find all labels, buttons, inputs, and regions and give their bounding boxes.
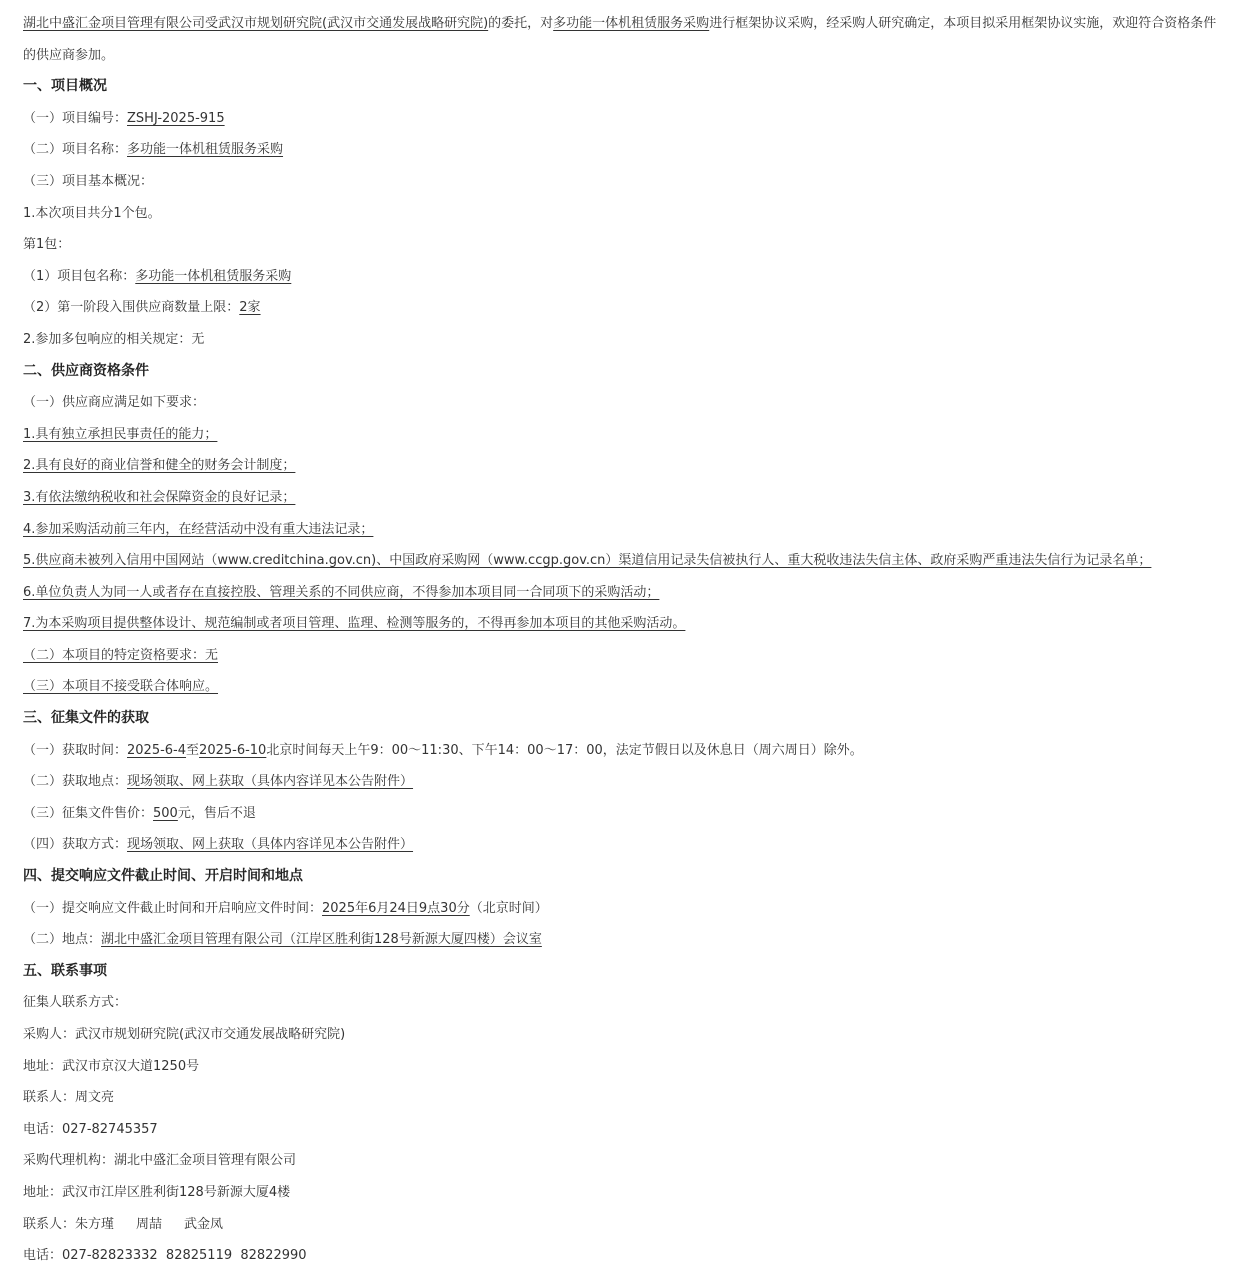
section-heading-documents: 三、征集文件的获取	[23, 710, 149, 727]
requirement-item: 3.有依法缴纳税收和社会保障资金的良好记录；	[23, 489, 296, 505]
multi-package-rule: 2.参加多包响应的相关规定：无	[23, 331, 205, 347]
buyer-contact: 联系人：周文亮	[23, 1090, 115, 1106]
project-name-label: （二）项目名称：	[23, 142, 128, 158]
agency-contact-label: 联系人：	[23, 1216, 76, 1232]
obtain-method-value: 现场领取、网上获取（具体内容详见本公告附件）	[127, 837, 414, 853]
obtain-method-row	[23, 829, 1227, 861]
package-name-row	[23, 261, 1227, 293]
package-title: 第1包：	[23, 237, 71, 253]
obtain-time-to: 至	[186, 742, 200, 758]
agency-contact-row	[23, 1209, 1227, 1241]
obtain-place-row	[23, 766, 1227, 798]
contact-title: 征集人联系方式：	[23, 995, 128, 1011]
requirement-item: 4.参加采购活动前三年内，在经营活动中没有重大违法记录；	[23, 521, 374, 537]
section-heading-contact: 五、联系事项	[23, 962, 107, 979]
deadline-value: 2025年6月24日9点30分	[322, 900, 470, 916]
agency-name: 采购代理机构：湖北中盛汇金项目管理有限公司	[23, 1153, 297, 1169]
requirement-item: 5.供应商未被列入信用中国网站（www.creditchina.gov.cn)、中国政府采购网（www.ccgp.gov.cn）渠道信用记录失信被执行人、重大税收违法失信主体、政府采购严重违法失信行为记录名单；	[23, 553, 1152, 569]
package-limit-label: （2）第一阶段入围供应商数量上限：	[23, 300, 240, 316]
project-basic-label: （三）项目基本概况：	[23, 173, 154, 189]
project-name-row	[23, 134, 1227, 166]
intro-paragraph	[23, 8, 1227, 71]
obtain-time-start: 2025-6-4	[127, 742, 187, 758]
requirement-item: 7.为本采购项目提供整体设计、规范编制或者项目管理、监理、检测等服务的，不得再参加本项目的其他采购活动。	[23, 616, 686, 632]
buyer-phone: 电话：027-82745357	[23, 1121, 158, 1137]
package-name-label: （1）项目包名称：	[23, 268, 136, 284]
intro-text-rest: 进行框架协议采购，经采购人研究确定，本项目拟采用框架协议实施，欢迎符合资格条件的供应商参加。	[23, 16, 1217, 63]
obtain-time-row	[23, 735, 1227, 767]
obtain-time-rest: 北京时间每天上午9：00～11:30、下午14：00～17：00，法定节假日以及休息日（周六周日）除外。	[266, 742, 863, 758]
package-count: 1.本次项目共分1个包。	[23, 205, 161, 221]
special-requirement: （二）本项目的特定资格要求：无	[23, 647, 219, 663]
document-price-label: （三）征集文件售价：	[23, 805, 154, 821]
intro-agency-buyer: 湖北中盛汇金项目管理有限公司受武汉市规划研究院(武汉市交通发展战略研究院)	[23, 16, 489, 31]
obtain-method-label: （四）获取方式：	[23, 837, 128, 853]
requirement-item: 2.具有良好的商业信誉和健全的财务会计制度；	[23, 458, 296, 474]
agency-address: 地址：武汉市江岸区胜利街128号新源大厦4楼	[23, 1184, 291, 1200]
package-limit-value: 2家	[239, 300, 261, 316]
document-price-rest: 元，售后不退	[177, 805, 256, 821]
project-code-value: ZSHJ-2025-915	[127, 110, 225, 126]
requirement-item: 1.具有独立承担民事责任的能力；	[23, 426, 218, 442]
opening-place-row	[23, 924, 1227, 956]
deadline-label: （一）提交响应文件截止时间和开启响应文件时间：	[23, 900, 323, 916]
agency-contact-person: 朱方瑾	[75, 1216, 115, 1232]
requirements-label: （一）供应商应满足如下要求：	[23, 395, 206, 411]
consortium-rule: （三）本项目不接受联合体响应。	[23, 679, 219, 695]
obtain-place-label: （二）获取地点：	[23, 774, 128, 790]
section-heading-deadline: 四、提交响应文件截止时间、开启时间和地点	[23, 868, 303, 885]
intro-project-name: 多功能一体机租赁服务采购	[553, 16, 710, 31]
package-limit-row	[23, 292, 1227, 324]
deadline-rest: （北京时间）	[469, 900, 548, 916]
opening-place-value: 湖北中盛汇金项目管理有限公司（江岸区胜利街128号新源大厦四楼）会议室	[101, 932, 542, 948]
opening-place-label: （二）地点：	[23, 932, 102, 948]
obtain-place-value: 现场领取、网上获取（具体内容详见本公告附件）	[127, 774, 414, 790]
project-code-row	[23, 103, 1227, 135]
intro-text: 的委托，对	[488, 16, 554, 31]
project-code-label: （一）项目编号：	[23, 110, 128, 126]
agency-phone: 电话：027-82823332 82825119 82822990	[23, 1248, 307, 1264]
section-heading-overview: 一、项目概况	[23, 78, 107, 95]
buyer-address: 地址：武汉市京汉大道1250号	[23, 1058, 200, 1074]
obtain-time-end: 2025-6-10	[199, 742, 267, 758]
document-price-row	[23, 798, 1227, 830]
package-name-value: 多功能一体机租赁服务采购	[135, 268, 292, 284]
agency-contact-person: 武金凤	[184, 1216, 224, 1232]
buyer-name: 采购人：武汉市规划研究院(武汉市交通发展战略研究院)	[23, 1027, 346, 1042]
deadline-row	[23, 893, 1227, 925]
project-name-value: 多功能一体机租赁服务采购	[127, 142, 284, 158]
section-heading-qualification: 二、供应商资格条件	[23, 362, 149, 379]
requirement-item: 6.单位负责人为同一人或者存在直接控股、管理关系的不同供应商，不得参加本项目同一合同项下的采购活动；	[23, 584, 660, 600]
document-price-value: 500	[153, 805, 178, 821]
obtain-time-label: （一）获取时间：	[23, 742, 128, 758]
agency-contact-person: 周喆	[136, 1216, 163, 1232]
